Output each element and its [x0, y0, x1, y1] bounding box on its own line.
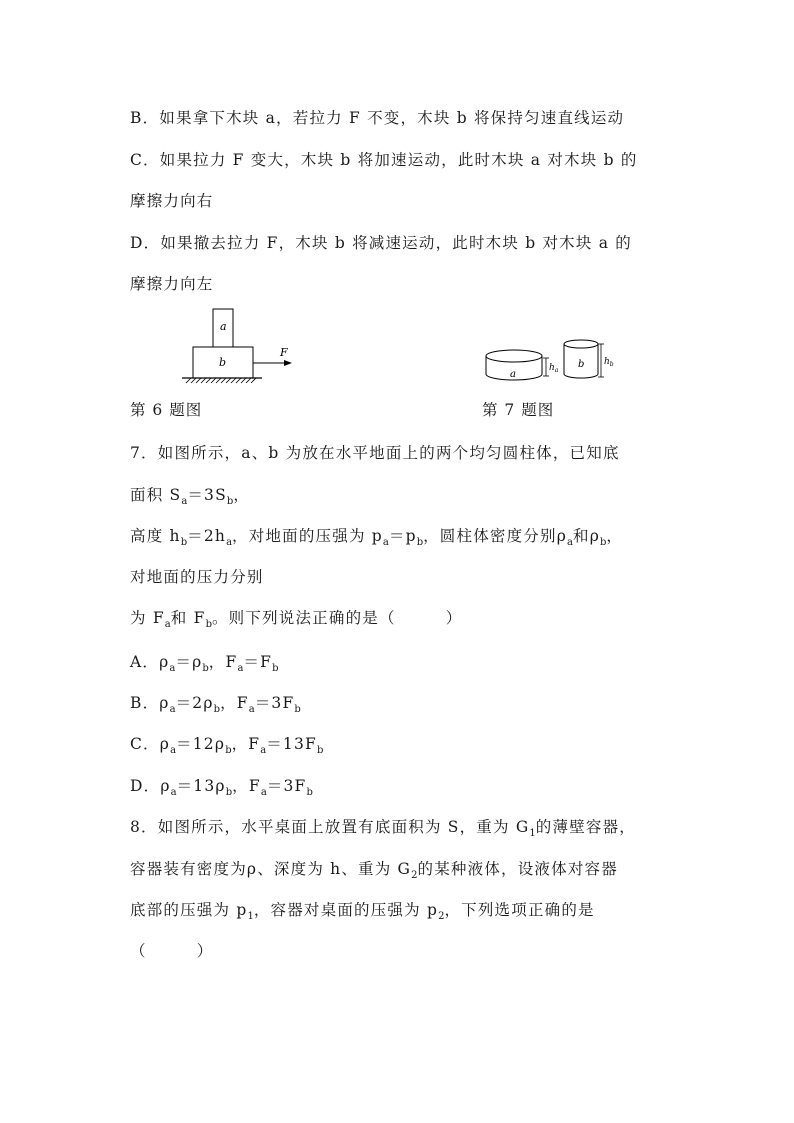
- cylinder-b-label: b: [578, 359, 585, 370]
- height-a-label: $h_a$: [549, 363, 559, 374]
- q7-option-c: C．$\rho_a=12\rho_b$，$F_a=13F_b$: [130, 735, 324, 757]
- ground-hatch: [186, 378, 256, 383]
- q6-option-c-line1: C．如果拉力 F 变大，木块 b 将加速运动，此时木块 a 对木块 b 的: [130, 151, 638, 169]
- q6-option-d-line1: D．如果撤去拉力 F，木块 b 将减速运动，此时木块 b 对木块 a 的: [130, 234, 632, 252]
- q7-stem-line3: 高度 $h_b=2h_a$，对地面的压强为 $p_a=p_b$，圆柱体密度分别$\rho_a$和$\rho_b$，: [130, 527, 624, 549]
- q7-stem-line1: 7．如图所示，a、b 为放在水平地面上的两个均匀圆柱体，已知底: [130, 444, 620, 462]
- figure-6-caption: 第 6 题图: [130, 401, 203, 419]
- q8-stem-line3: 底部的压强为 $p_1$，容器对桌面的压强为 $p_2$，下列选项正确的是: [130, 901, 595, 923]
- q7-stem-line5: 为 $F_a$和 $F_b$。则下列说法正确的是（ ）: [130, 609, 463, 631]
- q7-stem-line4: 对地面的压力分别: [130, 568, 264, 586]
- block-a-label: a: [220, 320, 227, 333]
- figure-6: [150, 300, 320, 385]
- figure-7-caption: 第 7 题图: [482, 401, 555, 419]
- block-b-label: b: [219, 356, 227, 369]
- q7-option-d: D．$\rho_a=13\rho_b$，$F_a=3F_b$: [130, 777, 313, 799]
- figure-7: [480, 336, 620, 386]
- q8-answer-blank: （ ）: [130, 942, 214, 960]
- height-b-label: $h_b$: [604, 357, 614, 368]
- force-label: F: [280, 346, 288, 359]
- q6-option-c-line2: 摩擦力向右: [130, 192, 214, 210]
- q6-option-d-line2: 摩擦力向左: [130, 275, 214, 293]
- q6-option-b: B．如果拿下木块 a，若拉力 F 不变，木块 b 将保持匀速直线运动: [130, 109, 625, 127]
- q8-stem-line1: 8．如图所示，水平桌面上放置有底面积为 S，重为 $G_1$的薄壁容器，: [130, 818, 636, 840]
- q7-stem-line2: 面积 $S_a=3S_b$，: [130, 486, 251, 508]
- cylinder-a-label: a: [510, 369, 516, 380]
- force-arrowhead: [284, 360, 292, 366]
- q8-stem-line2: 容器装有密度为ρ、深度为 h、重为 $G_2$的某种液体，设液体对容器: [130, 860, 618, 882]
- q7-option-b: B．$\rho_a=2\rho_b$，$F_a=3F_b$: [130, 694, 301, 716]
- q7-option-a: A．$\rho_a=\rho_b$，$F_a=F_b$: [130, 653, 279, 675]
